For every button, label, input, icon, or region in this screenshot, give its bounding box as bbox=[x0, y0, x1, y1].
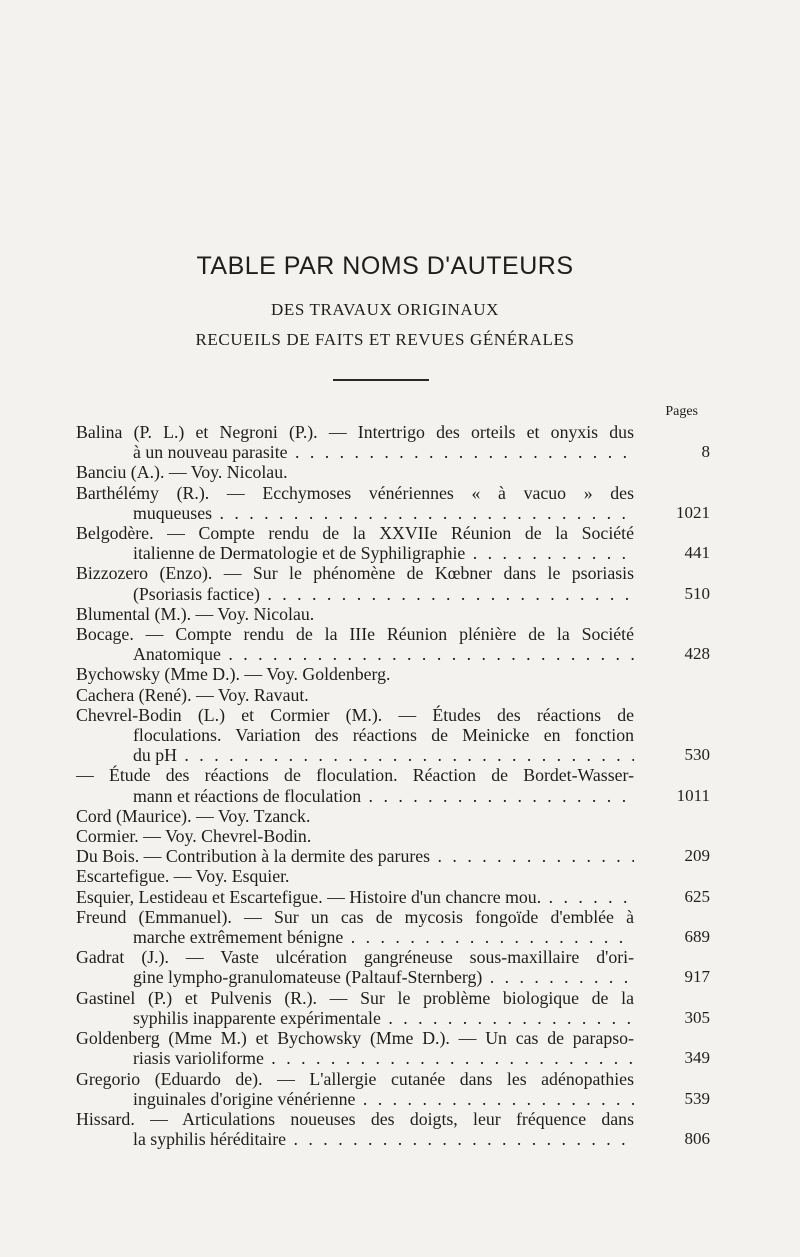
index-entry bbox=[76, 624, 710, 664]
entry-page-number: 539 bbox=[684, 1088, 710, 1108]
entry-line: marche extrêmement bénigne . . . bbox=[133, 927, 634, 947]
entry-line: italienne de Dermatologie et de Syphiligraphie . . . bbox=[133, 543, 634, 563]
entry-line: muqueuses . . . bbox=[133, 503, 634, 523]
entry-page-number: 305 bbox=[684, 1007, 710, 1027]
entry-line: — Étude des réactions de floculation. Réaction de Bordet-Wasser- bbox=[76, 765, 634, 786]
index-entry bbox=[76, 846, 710, 866]
index-entry bbox=[76, 664, 710, 684]
entry-page-number: 689 bbox=[684, 927, 710, 947]
index-entry bbox=[76, 1028, 710, 1068]
entry-line: Gregorio (Eduardo de). — L'allergie cutanée dans les adénopathies bbox=[76, 1068, 634, 1089]
subtitle-line-1: DES TRAVAUX ORIGINAUX bbox=[271, 300, 499, 319]
entry-page-number: 349 bbox=[684, 1048, 710, 1068]
entry-line: Freund (Emmanuel). — Sur un cas de mycosis fongoïde d'emblée à bbox=[76, 906, 634, 927]
index-entry bbox=[76, 1109, 710, 1149]
index-entry bbox=[76, 988, 710, 1028]
entry-page-number: 1011 bbox=[676, 785, 710, 805]
entry-line: Balina (P. L.) et Negroni (P.). — Intertrigo des orteils et onyxis dus bbox=[76, 422, 634, 442]
index-entry bbox=[76, 806, 710, 826]
index-entry bbox=[76, 563, 710, 603]
entry-page-number: 8 bbox=[701, 442, 710, 462]
index-entry bbox=[76, 422, 710, 462]
entry-line: inguinales d'origine vénérienne . . . bbox=[133, 1089, 634, 1109]
entry-page-number: 1021 bbox=[676, 502, 710, 522]
index-entry bbox=[76, 826, 710, 846]
entry-line: Barthélémy (R.). — Ecchymoses vénériennes « à vacuo » des bbox=[76, 482, 634, 503]
entry-line: du pH . . . bbox=[133, 745, 634, 765]
entry-page-number: 917 bbox=[684, 967, 710, 987]
entry-page-number: 806 bbox=[684, 1129, 710, 1149]
entry-line: Anatomique . . . bbox=[133, 644, 634, 664]
entry-page-number: 441 bbox=[684, 543, 710, 563]
entry-line: mann et réactions de floculation . . . bbox=[133, 786, 634, 806]
entry-line: Cord (Maurice). — Voy. Tzanck. bbox=[76, 805, 311, 826]
entry-line: syphilis inapparente expérimentale . . . bbox=[133, 1008, 634, 1028]
entry-line: Gastinel (P.) et Pulvenis (R.). — Sur le problème biologique de la bbox=[76, 987, 634, 1008]
index-entry bbox=[76, 462, 710, 482]
entry-line: Escartefigue. — Voy. Esquier. bbox=[76, 866, 290, 887]
entry-line: Du Bois. — Contribution à la dermite des parures . . . bbox=[76, 846, 634, 866]
index-entry bbox=[76, 866, 710, 886]
entry-page-number: 510 bbox=[684, 583, 710, 603]
entry-line: Cachera (René). — Voy. Ravaut. bbox=[76, 684, 309, 705]
entry-line: gine lympho-granulomateuse (Paltauf-Sternberg) . . . bbox=[133, 967, 634, 987]
author-index-list bbox=[76, 422, 710, 1149]
index-entry bbox=[76, 907, 710, 947]
index-entry bbox=[76, 604, 710, 624]
entry-line: (Psoriasis factice) . . . bbox=[133, 584, 634, 604]
index-entry bbox=[76, 947, 710, 987]
entry-page-number: 625 bbox=[684, 886, 710, 906]
index-entry bbox=[76, 523, 710, 563]
entry-line: à un nouveau parasite . . . bbox=[133, 442, 634, 462]
entry-line: Chevrel-Bodin (L.) et Cormier (M.). — Études des réactions de bbox=[76, 704, 634, 725]
entry-line: Cormier. — Voy. Chevrel-Bodin. bbox=[76, 826, 312, 847]
index-entry bbox=[76, 1069, 710, 1109]
subtitle-line-2: RECUEILS DE FAITS ET REVUES GÉNÉRALES bbox=[195, 330, 575, 349]
title-rule bbox=[333, 379, 429, 381]
index-entry bbox=[76, 685, 710, 705]
entry-line: la syphilis héréditaire . . . bbox=[133, 1129, 634, 1149]
entry-line: Belgodère. — Compte rendu de la XXVIIe Réunion de la Société bbox=[76, 523, 634, 544]
page-title: TABLE PAR NOMS D'AUTEURS bbox=[196, 252, 574, 280]
entry-line: riasis varioliforme . . . bbox=[133, 1048, 634, 1068]
entry-line: Blumental (M.). — Voy. Nicolau. bbox=[76, 603, 315, 624]
entry-line: Bocage. — Compte rendu de la IIIe Réunion plénière de la Société bbox=[76, 624, 634, 645]
entry-line: Hissard. — Articulations noueuses des doigts, leur fréquence dans bbox=[76, 1108, 634, 1129]
entry-line: Banciu (A.). — Voy. Nicolau. bbox=[76, 462, 288, 483]
entry-page-number: 530 bbox=[684, 745, 710, 765]
entry-line: Bychowsky (Mme D.). — Voy. Goldenberg. bbox=[76, 664, 391, 685]
entry-line: floculations. Variation des réactions de Meinicke en fonction bbox=[133, 725, 634, 746]
index-entry bbox=[76, 483, 710, 523]
entry-line: Esquier, Lestideau et Escartefigue. — Histoire d'un chancre mou. . . . bbox=[76, 887, 634, 907]
index-entry bbox=[76, 887, 710, 907]
entry-page-number: 209 bbox=[684, 846, 710, 866]
index-entry bbox=[76, 705, 710, 766]
entry-line: Bizzozero (Enzo). — Sur le phénomène de Kœbner dans le psoriasis bbox=[76, 563, 634, 584]
entry-page-number: 428 bbox=[684, 644, 710, 664]
index-entry bbox=[76, 765, 710, 805]
entry-line: Gadrat (J.). — Vaste ulcération gangréneuse sous-maxillaire d'ori- bbox=[76, 947, 634, 968]
entry-line: Goldenberg (Mme M.) et Bychowsky (Mme D.). — Un cas de parapso- bbox=[76, 1028, 634, 1049]
pages-column-label: Pages bbox=[665, 404, 698, 419]
